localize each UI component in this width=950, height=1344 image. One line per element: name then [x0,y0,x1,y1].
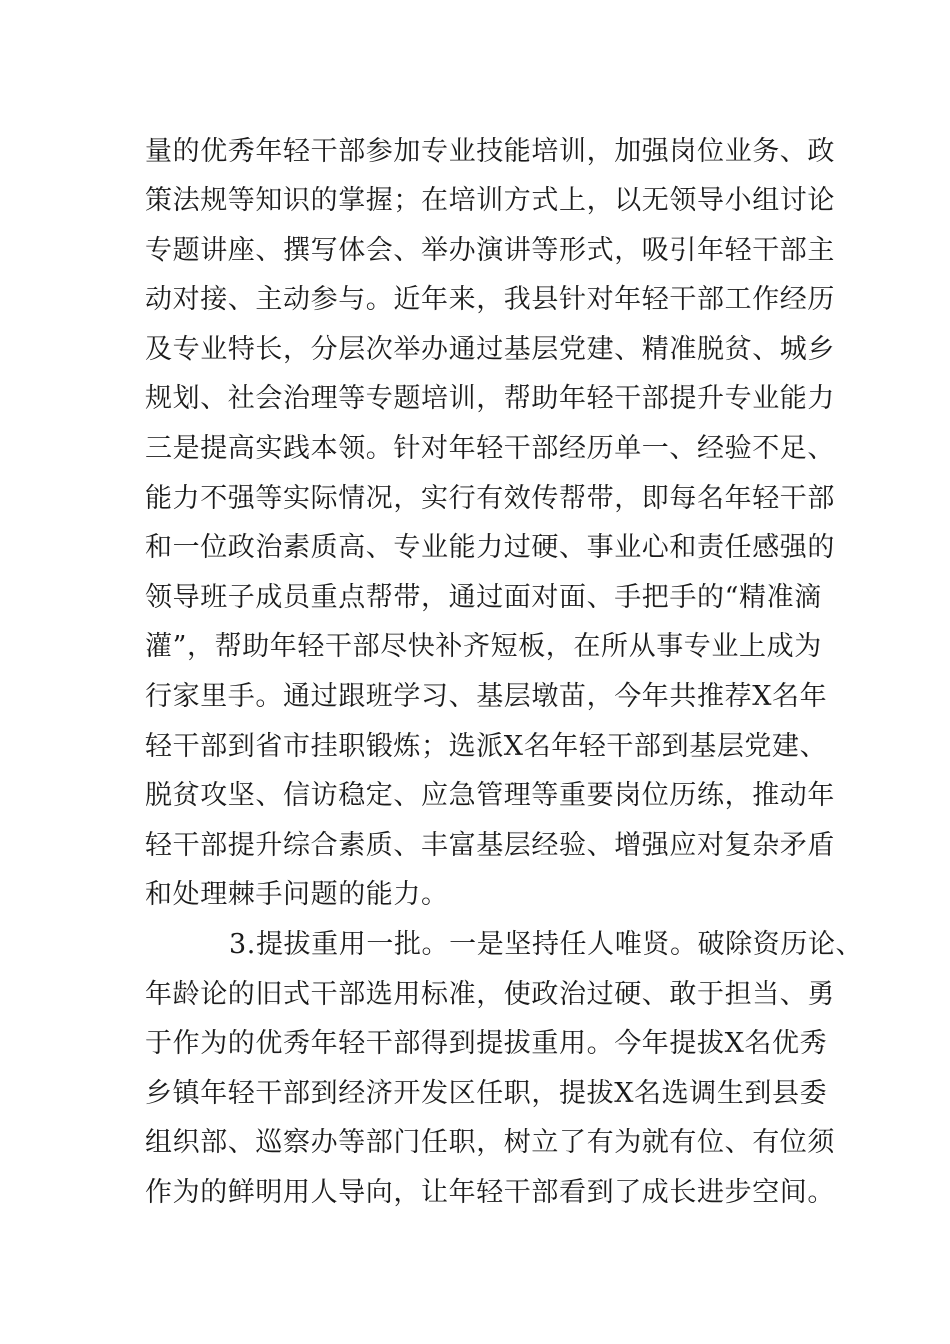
text-line: 年龄论的旧式干部选用标准，使政治过硬、敢于担当、勇 [145,979,835,1010]
text-line: 能力不强等实际情况，实行有效传帮带，即每名年轻干部 [145,483,835,514]
text-line: 组织部、巡察办等部门任职，树立了有为就有位、有位须 [145,1127,835,1158]
text-line: 作为的鲜明用人导向，让年轻干部看到了成长进步空间。 [145,1177,835,1208]
text-line: 量的优秀年轻干部参加专业技能培训，加强岗位业务、政 [145,136,835,167]
paragraph-first-line: 3.提拔重用一批。一是坚持任人唯贤。破除资历论、 [229,929,864,960]
text-line: 动对接、主动参与。近年来，我县针对年轻干部工作经历 [145,284,835,315]
text-line: 脱贫攻坚、信访稳定、应急管理等重要岗位历练，推动年 [145,780,835,811]
text-line: 乡镇年轻干部到经济开发区任职，提拔X名选调生到县委 [145,1078,828,1109]
text-line: 专题讲座、撰写体会、举办演讲等形式，吸引年轻干部主 [145,235,835,266]
text-line: 规划、社会治理等专题培训，帮助年轻干部提升专业能力 [145,383,835,414]
text-line: 三是提高实践本领。针对年轻干部经历单一、经验不足、 [145,433,835,464]
text-line: 轻干部提升综合素质、丰富基层经验、增强应对复杂矛盾 [145,830,835,861]
text-line: 及专业特长，分层次举办通过基层党建、精准脱贫、城乡 [145,334,835,365]
text-line: 于作为的优秀年轻干部得到提拔重用。今年提拔X名优秀 [145,1028,828,1059]
text-line: 领导班子成员重点帮带，通过面对面、手把手的“精准滴 [145,582,822,613]
text-line: 策法规等知识的掌握；在培训方式上，以无领导小组讨论 [145,185,835,216]
text-line: 灌”，帮助年轻干部尽快补齐短板，在所从事专业上成为 [145,631,822,662]
text-line: 行家里手。通过跟班学习、基层墩苗，今年共推荐X名年 [145,681,828,712]
text-line: 和一位政治素质高、专业能力过硬、事业心和责任感强的 [145,532,835,563]
text-line: 和处理棘手问题的能力。 [145,879,449,910]
text-line: 轻干部到省市挂职锻炼；选派X名年轻干部到基层党建、 [145,731,828,762]
